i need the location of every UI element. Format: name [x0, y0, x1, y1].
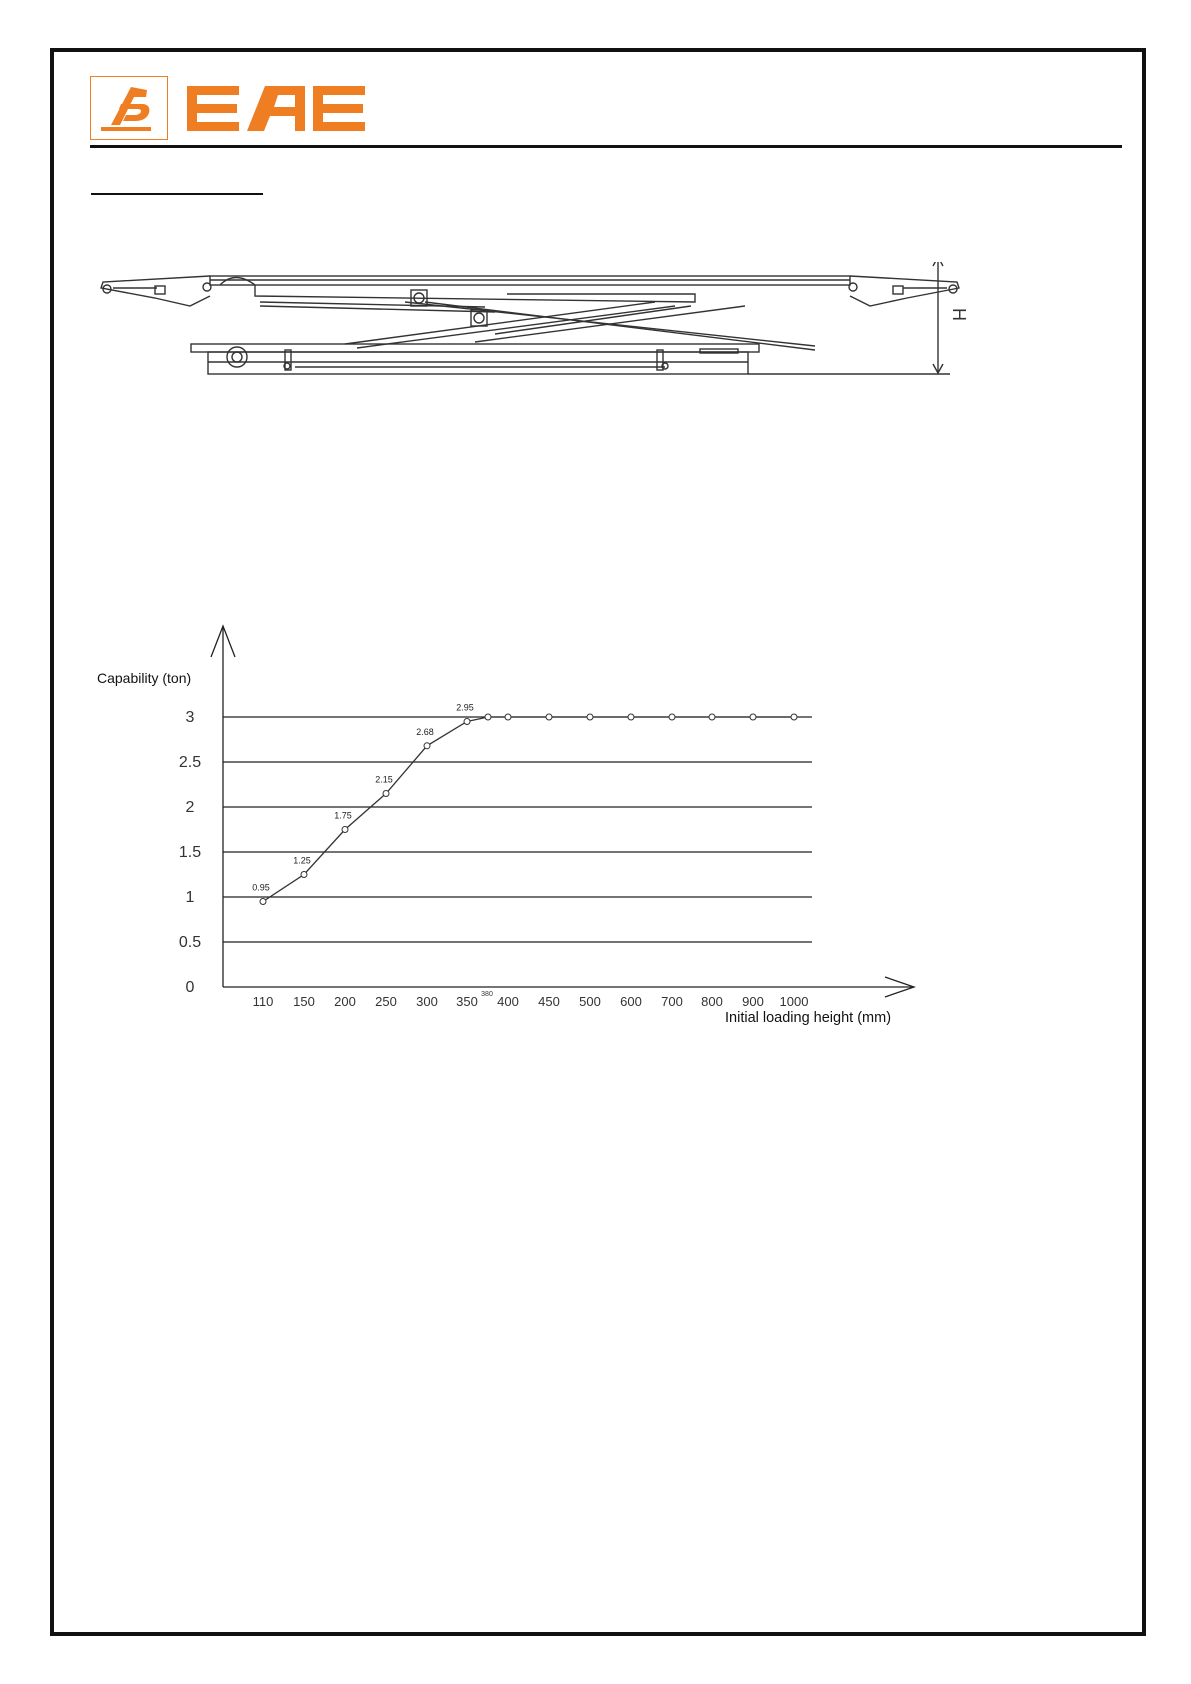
x-tick-label: 800: [701, 994, 723, 1009]
dimension-label-h: H: [949, 308, 969, 321]
data-point-450: [546, 714, 552, 720]
x-tick-label: 200: [334, 994, 356, 1009]
x-tick-label: 400: [497, 994, 519, 1009]
data-point-600: [628, 714, 634, 720]
x-tick-label: 350: [456, 994, 478, 1009]
data-point-400: [505, 714, 511, 720]
x-axis-ticks: [253, 991, 809, 1009]
x-tick-label: 300: [416, 994, 438, 1009]
x-axis-label: Initial loading height (mm): [725, 1010, 892, 1026]
y-axis-ticks: [179, 709, 201, 996]
data-point-800: [709, 714, 715, 720]
x-tick-label: 700: [661, 994, 683, 1009]
y-tick-label: 1: [185, 889, 195, 906]
data-point-350: [464, 719, 470, 725]
data-point-700: [669, 714, 675, 720]
chart-axes: [211, 626, 914, 997]
x-tick-label: 110: [252, 994, 274, 1009]
data-point-500: [587, 714, 593, 720]
data-point-110: [260, 899, 266, 905]
x-tick-label: 900: [742, 994, 764, 1009]
data-point-150: [301, 872, 307, 878]
series-points: [260, 714, 797, 905]
data-label: 2.15: [375, 774, 393, 785]
data-point-380: [485, 714, 491, 720]
y-tick-label: 1.5: [178, 844, 202, 861]
y-tick-label: 2: [185, 799, 195, 816]
data-point-250: [383, 791, 389, 797]
data-point-300: [424, 743, 430, 749]
data-point-900: [750, 714, 756, 720]
y-axis-label: Capability (ton): [97, 670, 192, 686]
data-label: 1.25: [293, 855, 311, 866]
data-point-1000: [791, 714, 797, 720]
x-tick-label: 500: [579, 994, 601, 1009]
x-tick-label: 450: [538, 994, 560, 1009]
x-tick-label: 150: [293, 994, 315, 1009]
data-point-200: [342, 827, 348, 833]
y-tick-label: 0.5: [178, 934, 202, 951]
chart-gridlines: [223, 717, 812, 942]
data-label: 1.75: [334, 810, 352, 821]
y-tick-label: 3: [185, 709, 195, 726]
data-label: 2.68: [416, 726, 434, 737]
data-labels: [252, 703, 474, 893]
data-label: 2.95: [456, 702, 474, 713]
x-tick-label: 600: [620, 994, 642, 1009]
x-tick-label-minor: 380: [481, 991, 493, 998]
y-tick-label: 2.5: [178, 754, 202, 771]
x-tick-label: 250: [375, 994, 397, 1009]
y-tick-label: 0: [185, 979, 195, 996]
data-label: 0.95: [252, 882, 270, 893]
series-line-capability: [263, 717, 794, 902]
x-tick-label: 1000: [779, 994, 809, 1009]
